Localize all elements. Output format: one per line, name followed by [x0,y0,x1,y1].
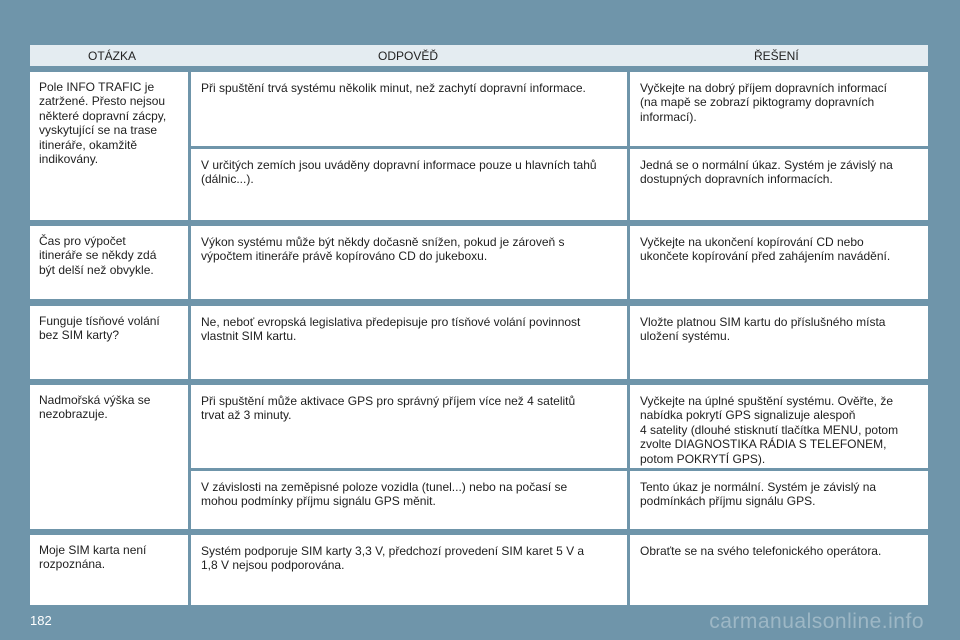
solution-cell: Vyčkejte na dobrý příjem dopravních informací (na mapě se zobrazí piktogramy dopravních informací). [630,72,928,146]
question-cell: Pole INFO TRAFIC je zatržené. Přesto nejsou některé dopravní zácpy, vyskytující se na trase itineráře, okamžitě indikovány. [30,72,188,220]
answer-cell: Při spuštění trvá systému několik minut, než zachytí dopravní informace. [191,72,627,146]
answer-cell: Výkon systému může být někdy dočasně snížen, pokud je zároveň s výpočtem itineráře právě kopírováno CD do jukeboxu. [191,226,627,299]
table-row [191,535,928,605]
solution-cell: Obraťte se na svého telefonického operátora. [630,535,928,605]
question-cell: Funguje tísňové volání bez SIM karty? [30,306,188,379]
faq-table [30,72,928,605]
answer-cell: Ne, neboť evropská legislativa předepisuje pro tísňové volání povinnost vlastnit SIM kartu. [191,306,627,379]
header-question: OTÁZKA [88,48,137,63]
answer-cell: Systém podporuje SIM karty 3,3 V, předchozí provedení SIM karet 5 V a 1,8 V nejsou podporována. [191,535,627,605]
faq-group [30,535,928,605]
solution-cell: Vyčkejte na ukončení kopírování CD nebo ukončete kopírování před zahájením navádění. [630,226,928,299]
watermark: carmanualsonline.info [709,610,924,633]
table-header [30,45,928,66]
solution-cell: Tento úkaz je normální. Systém je závislý na podmínkách příjmu signálu GPS. [630,471,928,529]
solution-cell: Vložte platnou SIM kartu do příslušného místa uložení systému. [630,306,928,379]
table-row [191,385,928,468]
table-row [191,226,928,299]
table-row [191,471,928,529]
answer-cell: Při spuštění může aktivace GPS pro správný příjem více než 4 satelitů trvat až 3 minuty. [191,385,627,468]
answer-cell: V závislosti na zeměpisné poloze vozidla (tunel...) nebo na počasí se mohou podmínky příjmu signálu GPS měnit. [191,471,627,529]
page-number: 182 [30,613,52,628]
faq-group [30,226,928,299]
solution-cell: Jedná se o normální úkaz. Systém je závislý na dostupných dopravních informacích. [630,149,928,220]
table-row [191,306,928,379]
table-row [191,72,928,146]
question-cell: Nadmořská výška se nezobrazuje. [30,385,188,529]
question-cell: Čas pro výpočet itineráře se někdy zdá být delší než obvykle. [30,226,188,299]
question-cell: Moje SIM karta není rozpoznána. [30,535,188,605]
faq-group [30,306,928,379]
header-solution: ŘEŠENÍ [754,48,799,63]
header-answer: ODPOVĚĎ [378,48,439,63]
faq-group [30,72,928,220]
table-row [191,149,928,220]
answer-cell: V určitých zemích jsou uváděny dopravní informace pouze u hlavních tahů (dálnic...). [191,149,627,220]
solution-cell: Vyčkejte na úplné spuštění systému. Ověřte, že nabídka pokrytí GPS signalizuje alespoň 4 satelity (dlouhé stisknutí tlačítka MENU, potom zvolte DIAGNOSTIKA RÁDIA S TELEFONEM, potom POKRYTÍ GPS). [630,385,928,468]
faq-group [30,385,928,529]
